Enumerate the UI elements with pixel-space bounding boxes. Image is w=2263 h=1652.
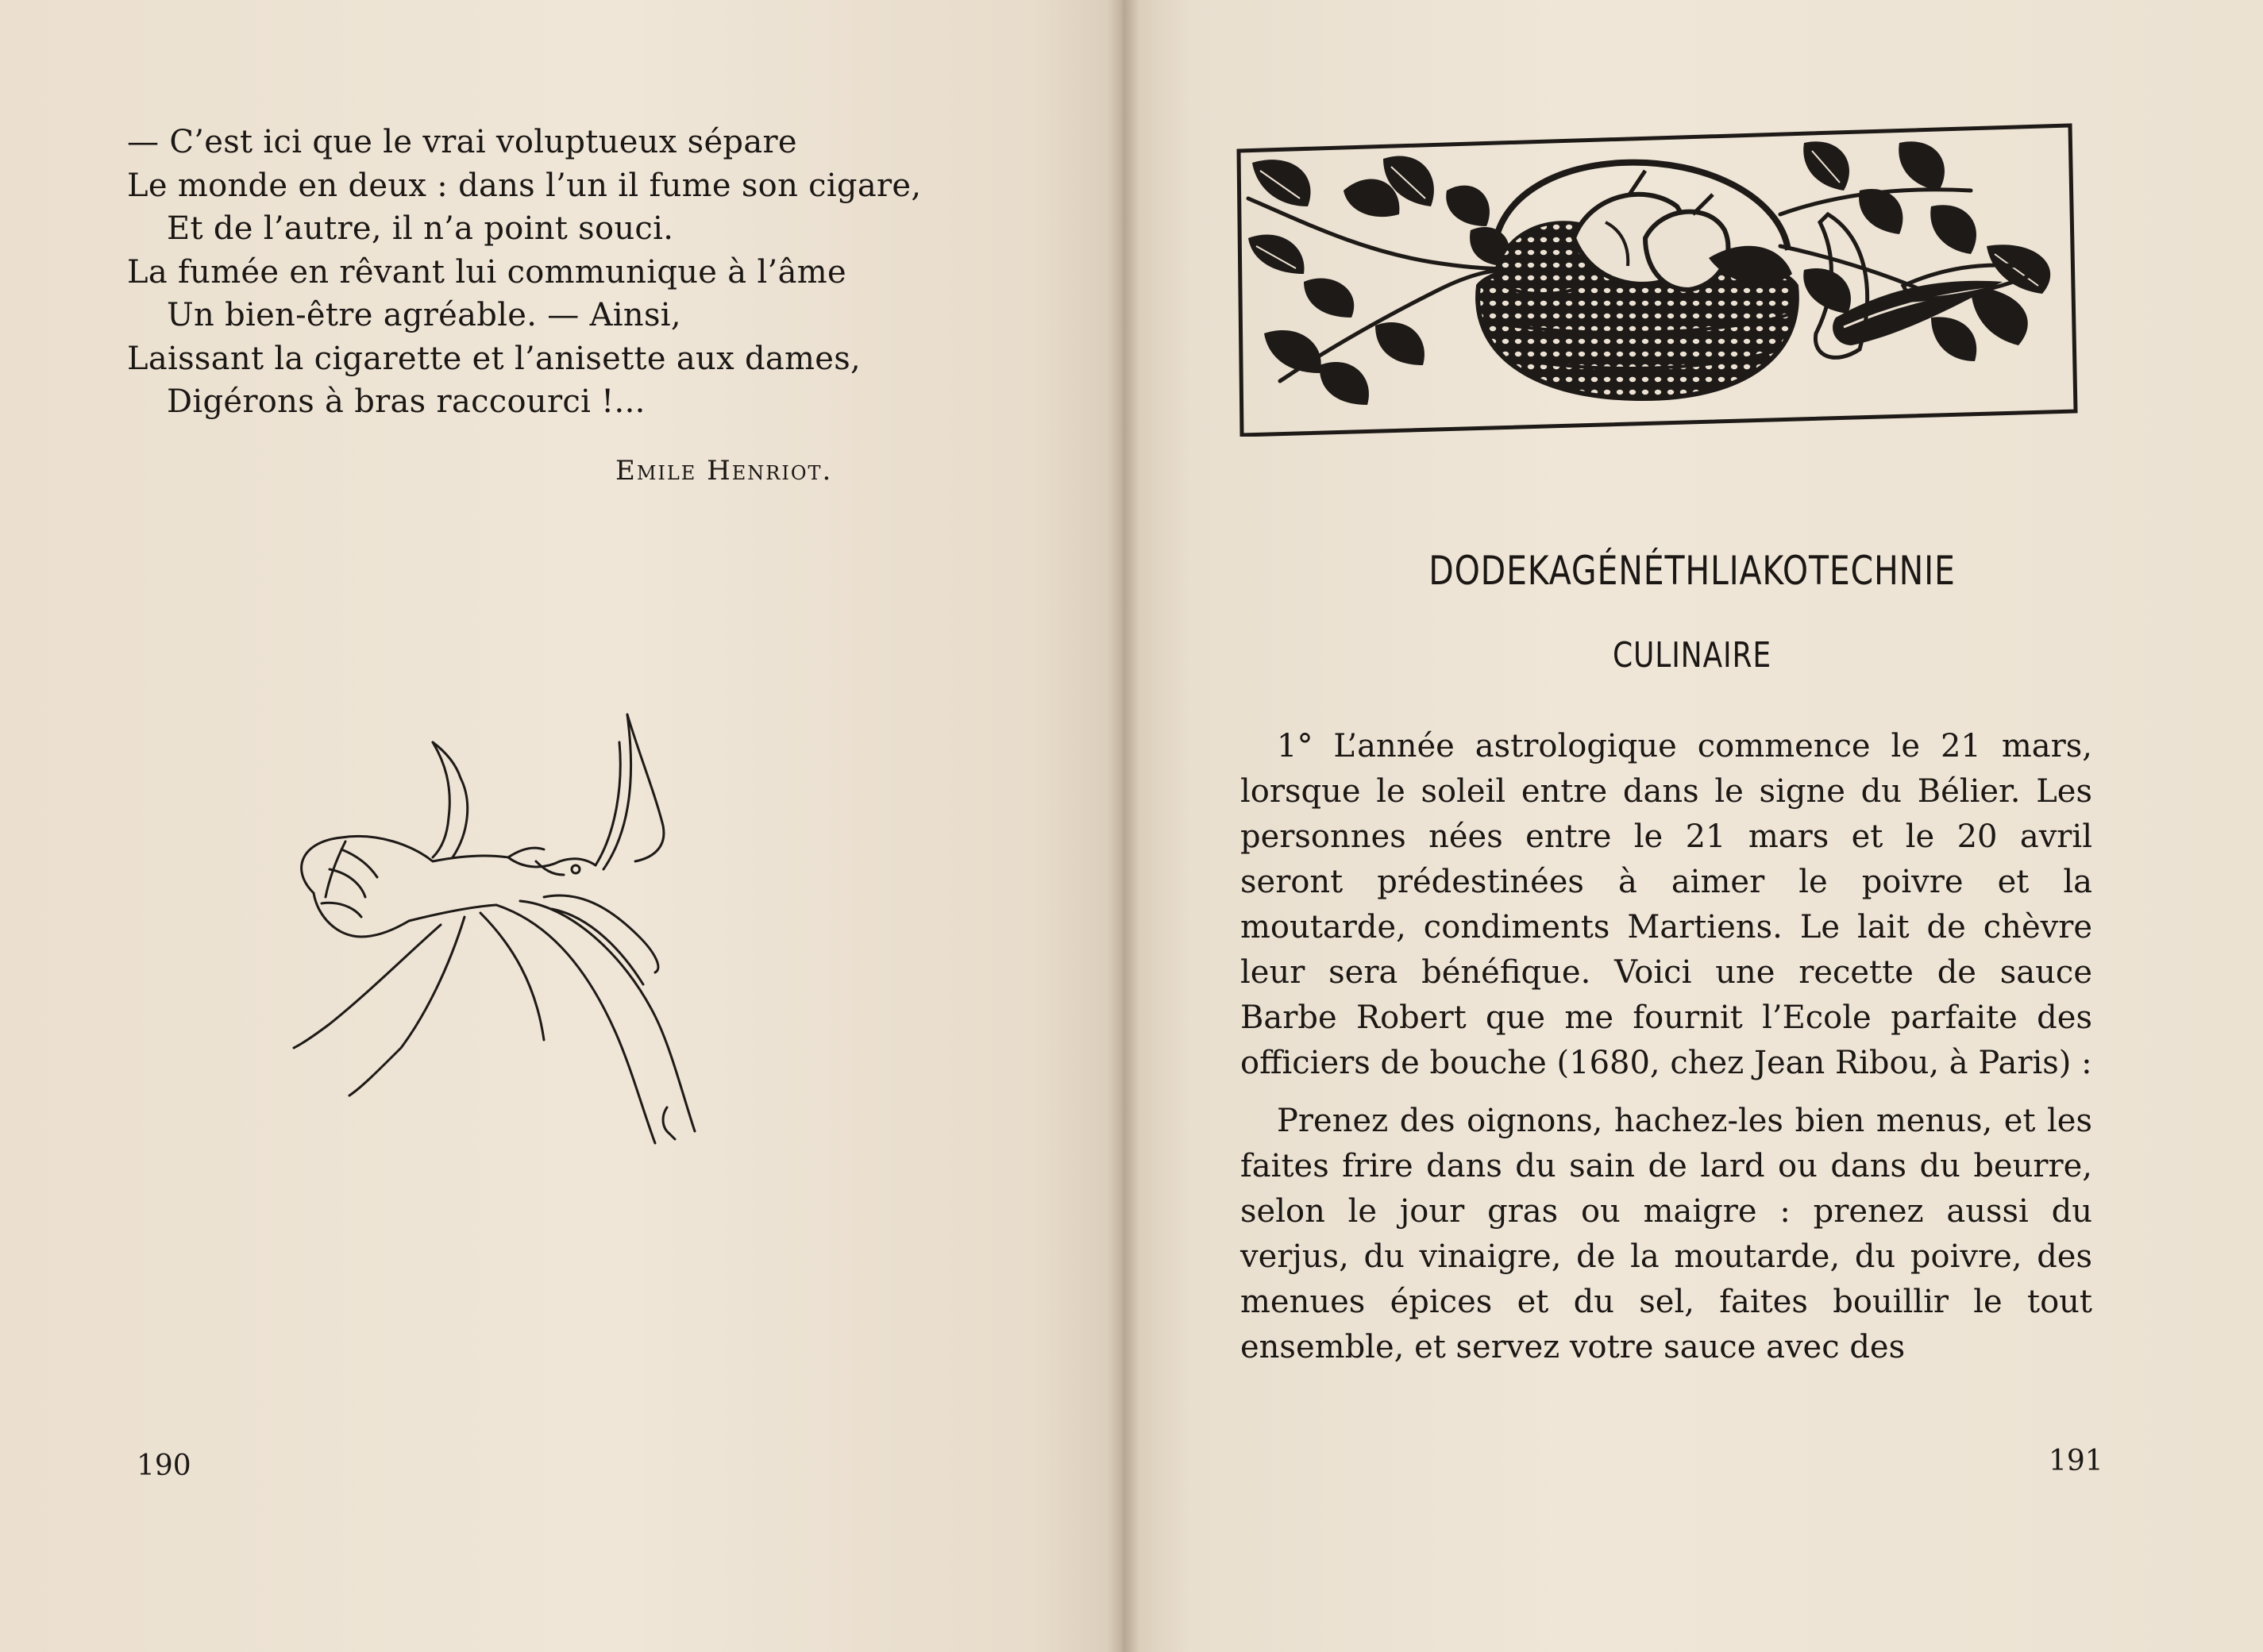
left-page xyxy=(0,0,1121,1652)
paragraph: Prenez des oignons, hachez-les bien menus, et les faites frire dans du sain de lard ou dans du beurre, selon le jour gras ou maigre : prenez aussi du verjus, du vinaigre, de la moutarde, du poivre, des menues épices et du sel, faites bouillir le tout ensemble, et servez votre sauce avec des xyxy=(1240,1103,2092,1365)
fruit-basket-vignette xyxy=(1232,119,2082,437)
poem-line: La fumée en rêvant lui communique à l’âme xyxy=(127,253,846,291)
book-gutter xyxy=(1108,0,1139,1652)
poem-line: Un bien-être agréable. — Ainsi, xyxy=(167,297,681,333)
body-text xyxy=(1240,724,2092,1370)
poem-line: Digérons à bras raccourci !... xyxy=(167,383,646,420)
author-signature: Emile Henriot. xyxy=(615,455,833,487)
poem-line: — C’est ici que le vrai voluptueux sépare xyxy=(127,124,797,160)
poem xyxy=(127,121,1000,424)
paragraph: 1° L’année astrologique commence le 21 mars, lorsque le soleil entre dans le signe du Bélier. Les personnes nées entre le 21 mars et le 20 avril seront prédestinées à aimer le poivre et la moutarde, condiments Martiens. Le lait de chèvre leur sera bénéfique. Voici une recette de sauce Barbe Robert que me fournit l’Ecole parfaite des officiers de bouche (1680, chez Jean Ribou, à Paris) : xyxy=(1240,728,2092,1081)
page-number-left: 190 xyxy=(137,1450,191,1482)
poem-line: Laissant la cigarette et l’anisette aux dames, xyxy=(127,340,862,377)
crayfish-sketch xyxy=(282,699,822,1167)
right-page xyxy=(1121,0,2263,1652)
poem-line: Le monde en deux : dans l’un il fume son cigare, xyxy=(127,167,922,204)
poem-line: Et de l’autre, il n’a point souci. xyxy=(167,210,674,247)
chapter-subtitle: CULINAIRE xyxy=(1613,635,1771,676)
page-number-right: 191 xyxy=(2049,1445,2103,1477)
chapter-title: DODEKAGÉNÉTHLIAKOTECHNIE xyxy=(1428,548,1956,594)
